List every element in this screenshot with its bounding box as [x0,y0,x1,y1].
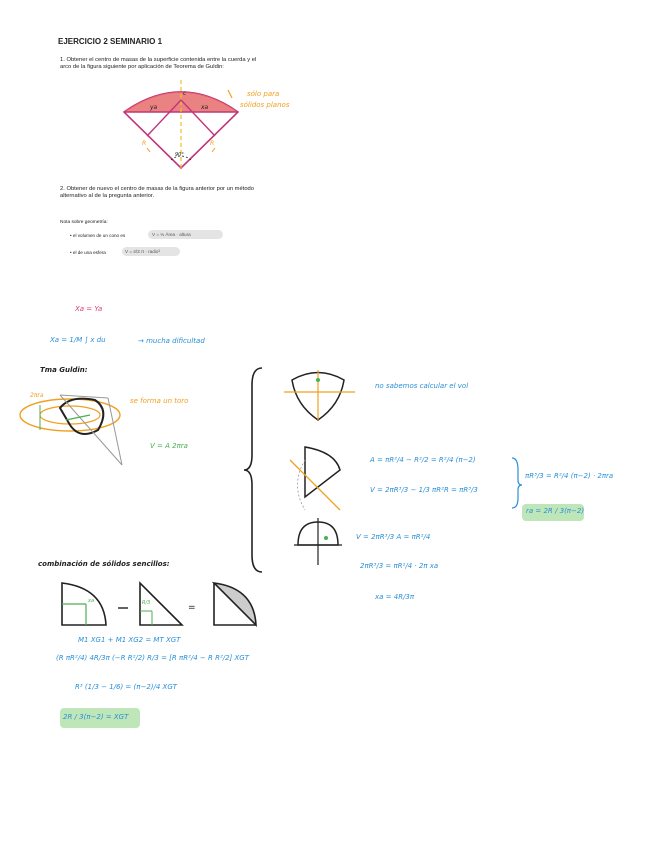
eq-xa-integral: Xa = 1/M ∫ x du [50,336,106,344]
cannot-compute-note: no sabemos calcular el vol [375,382,469,390]
label-ya: ya [150,104,158,111]
guldin-title: Tma Guldin: [40,366,88,374]
annotation-line2: sólidos planos [240,101,290,109]
label-r-left: R [142,140,147,147]
question-1-line2: arco de la figura siguiente por aplicación de Teorema de Guldin: [60,64,224,70]
combination-title: combinación de sólidos sencillos: [38,560,170,568]
brace-equation: πR³/3 = R²/4 (π−2) · 2πra [525,472,614,480]
document-title: EJERCICIO 2 SEMINARIO 1 [58,37,163,46]
label-r-right: R [210,140,215,147]
note-bullet-1: • el volumen de un cono es [70,233,126,238]
half-disk-equation: 2πR³/3 = πR²/4 · 2π xa [360,562,439,570]
annotation-line1: sólo para [247,90,280,98]
volume-equation: V = A 2πra [150,442,188,450]
r-cubed-equation: R³ (1/3 − 1/6) = (π−2)/4 XGT [75,683,178,691]
eq-xa-ya: Xa = Ya [75,305,103,313]
difficulty-note: → mucha dificultad [138,337,205,345]
two-pi-r-label: 2πra [30,392,44,399]
segment-shape [214,583,256,625]
cone-area-eq: A = πR²/4 − R²/2 = R²/4 (π−2) [370,456,476,464]
cone-volume-eq: V = 2πR³/3 − 1/3 πR²R = πR³/3 [370,486,478,494]
sector-centroid-label: xa [88,598,95,604]
triangle-centroid-label: R/3 [142,600,151,606]
half-disk-v-a: V = 2πR³/3 A = πR²/4 [356,533,431,541]
curly-brace [244,368,262,572]
question-2-line1: 2. Obtener de nuevo el centro de masas de la figura anterior por un método [60,186,254,192]
half-disk-xa: xa = 4R/3π [375,593,415,601]
cone-formula: V = ⅓ Área · altura [152,232,191,237]
mass-equation: M1 XG1 + M1 XG2 = MT XGT [78,636,181,644]
question-2-line2: alternativo al de la pregunta anterior. [60,193,155,199]
torus-ellipse-inner [40,406,100,424]
note-title: Nota sobre geometría: [60,220,108,225]
question-1-line1: 1. Obtener el centro de masas de la superficie contenida entre la cuerda y el [60,57,257,63]
boxed-ra: ra = 2R / 3(π−2) [526,507,585,515]
svg-text:=: = [188,603,196,613]
note-bullet-2: • el de una esfera [70,250,106,255]
label-angle: 90° [175,152,184,158]
quarter-sector [305,447,340,497]
label-c: c [183,90,187,97]
torus-label: se forma un toro [130,397,189,405]
sphere-formula: V = 4/3 π · radio³ [125,249,160,254]
label-xa: xa [201,104,209,111]
final-result: 2R / 3(π−2) = XGT [63,713,129,721]
expanded-equation: (R πR²/4) 4R/3π (−R R²/2) R/3 = [R πR²/4 − R R²/2] XGT [56,654,250,662]
